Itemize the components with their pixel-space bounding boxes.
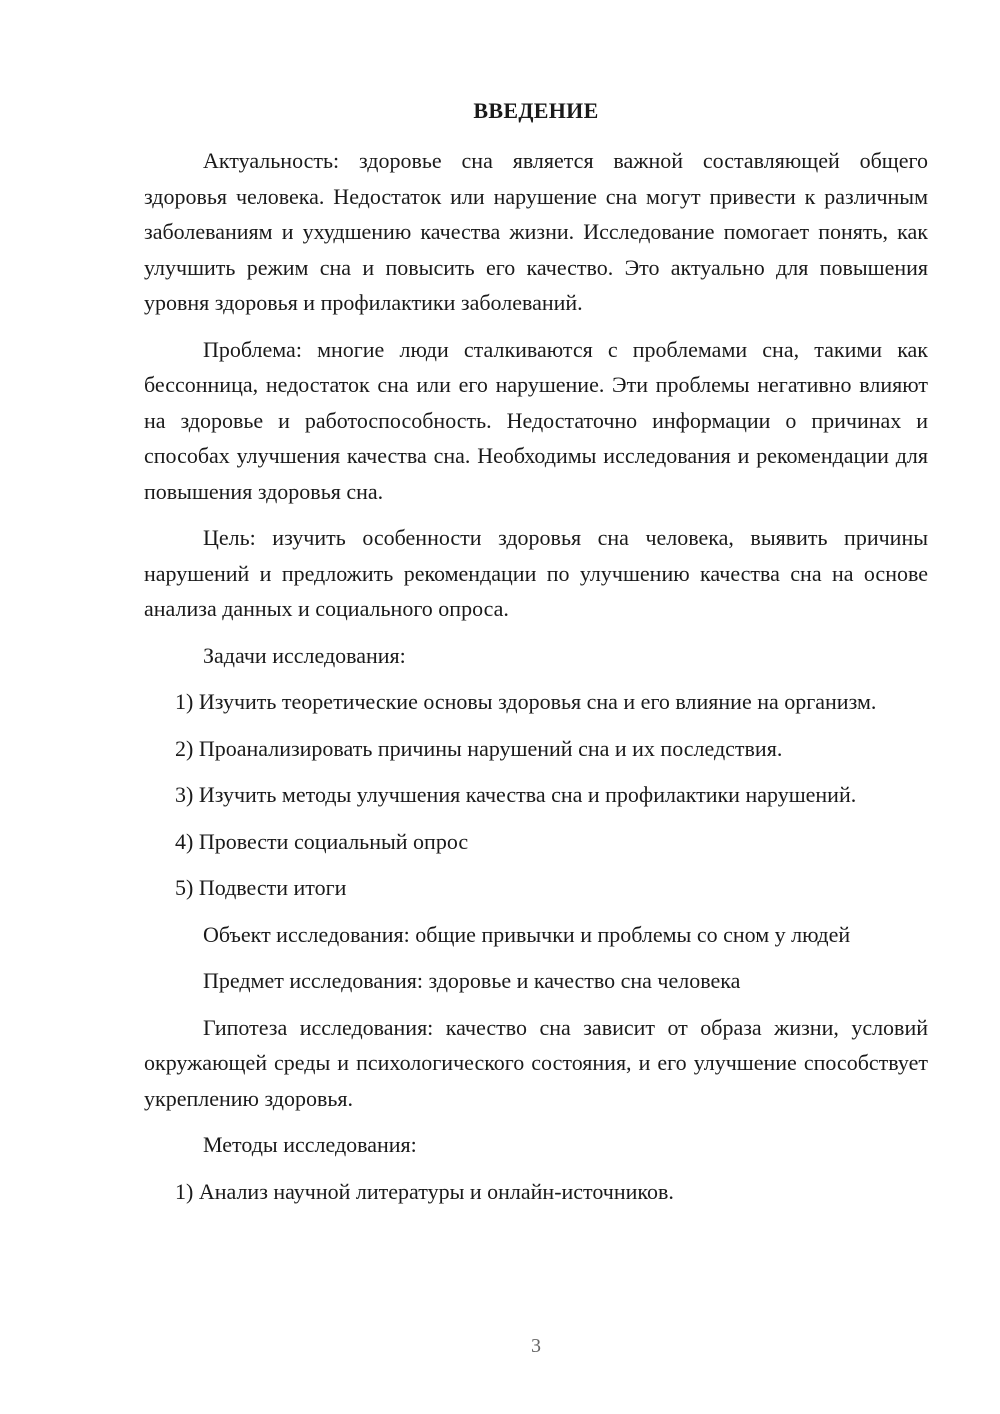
paragraph-subject: Предмет исследования: здоровье и качество сна человека: [203, 968, 741, 993]
task-item: 2) Проанализировать причины нарушений сна и их последствия.: [175, 735, 783, 761]
paragraph-hypothesis: Гипотеза исследования: качество сна зависит от образа жизни, условий окружающей среды и психологического состояния, и его улучшение способствует укреплению здоровья.: [144, 1014, 928, 1111]
page-number: 3: [531, 1335, 541, 1357]
task-item: 4) Провести социальный опрос: [175, 828, 469, 854]
paragraph-relevance: Актуальность: здоровье сна является важной составляющей общего здоровья человека. Недостаток или нарушение сна могут привести к различным заболеваниям и ухудшению качества жизни. Исследование помогает понять, как улучшить режим сна и повысить его качество. Это актуально для повышения уровня здоровья и профилактики заболеваний.: [144, 148, 928, 315]
task-item: 1) Изучить теоретические основы здоровья сна и его влияние на организм.: [175, 689, 877, 714]
paragraph-object: Объект исследования: общие привычки и проблемы со сном у людей: [203, 921, 851, 947]
methods-title: Методы исследования:: [203, 1132, 417, 1157]
task-item: 5) Подвести итоги: [175, 875, 347, 900]
task-item: 3) Изучить методы улучшения качества сна и профилактики нарушений.: [175, 782, 857, 807]
document-body: [144, 143, 928, 1220]
paragraph-goal: Цель: изучить особенности здоровья сна человека, выявить причины нарушений и предложить рекомендации по улучшению качества сна на основе анализа данных и социального опроса.: [144, 525, 928, 621]
method-item: 1) Анализ научной литературы и онлайн-источников.: [175, 1178, 674, 1204]
tasks-title: Задачи исследования:: [203, 642, 406, 668]
paragraph-problem: Проблема: многие люди сталкиваются с проблемами сна, такими как бессонница, недостаток сна или его нарушение. Эти проблемы негативно влияют на здоровье и работоспособность. Недостаточно информации о причинах и способах улучшения качества сна. Необходимы исследования и рекомендации для повышения здоровья сна.: [144, 336, 928, 504]
section-heading: ВВЕДЕНИЕ: [473, 98, 599, 123]
